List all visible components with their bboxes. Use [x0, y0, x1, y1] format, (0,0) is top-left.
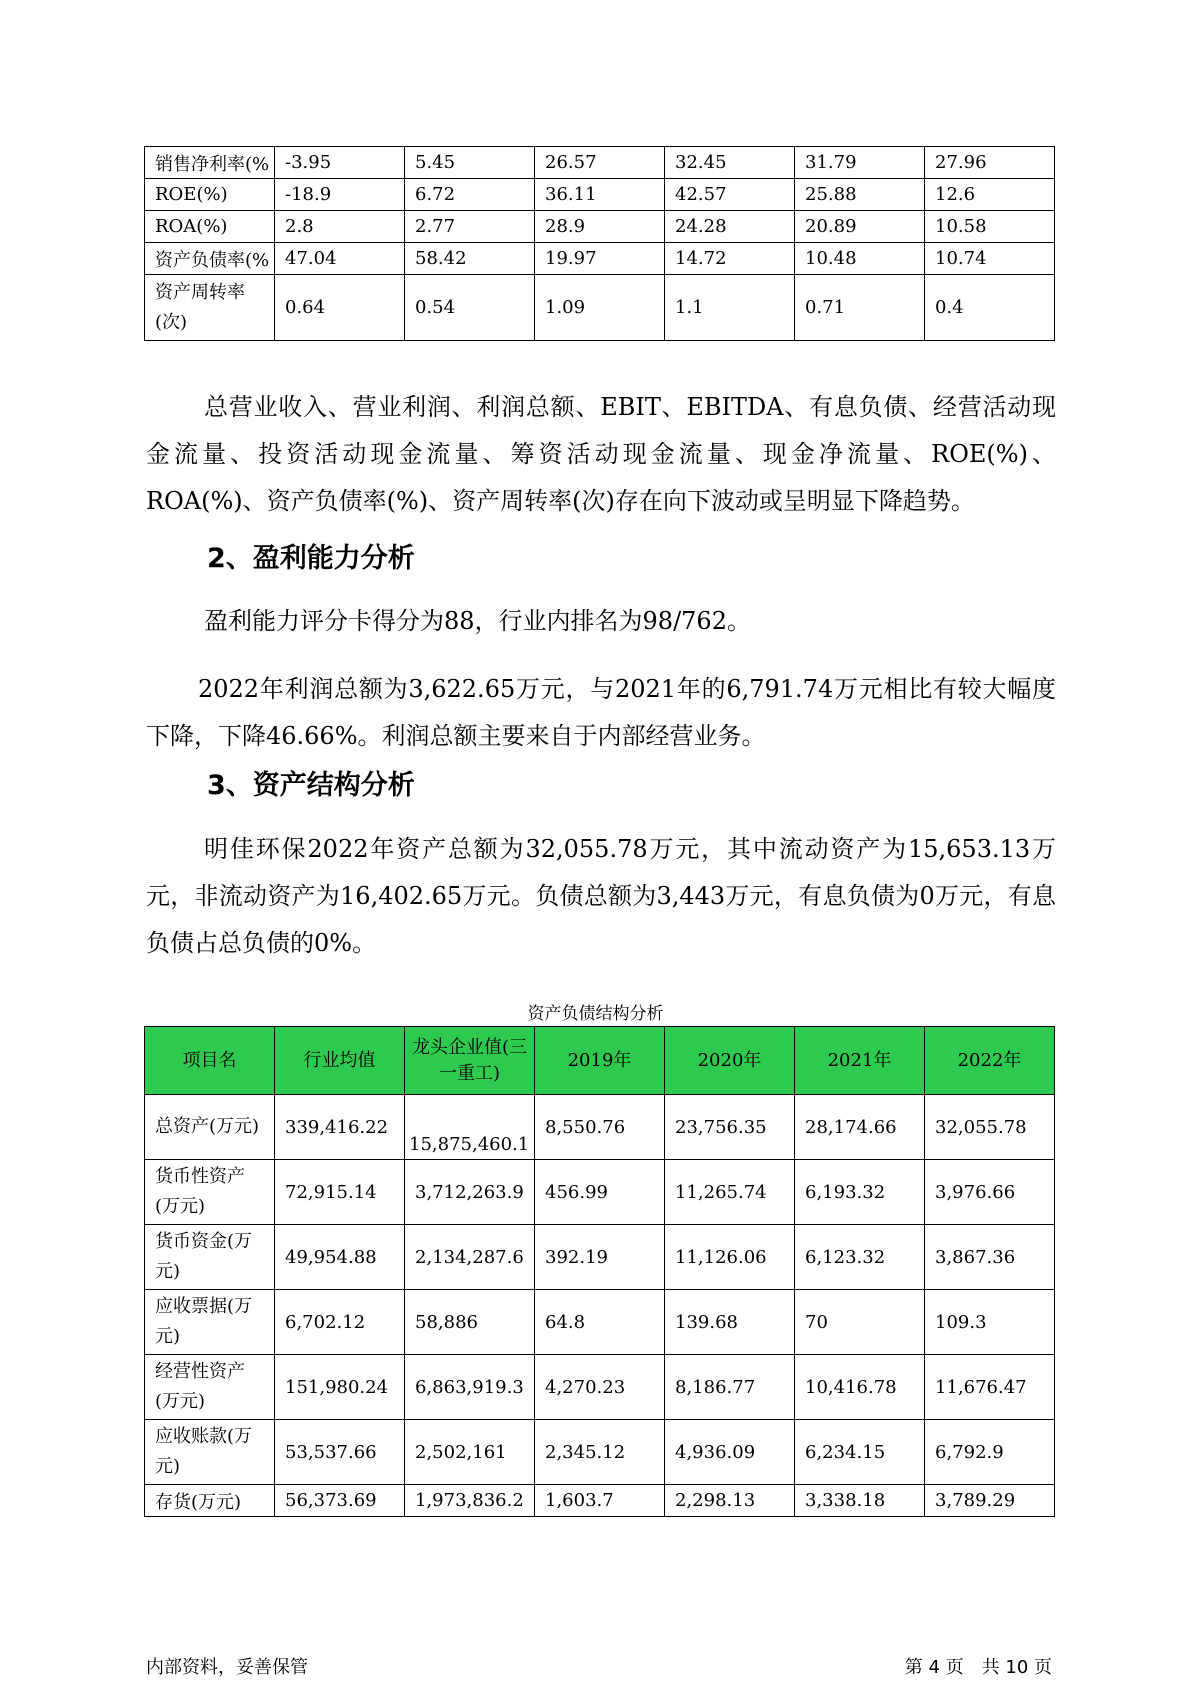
row-label: 销售净利率(%	[145, 147, 275, 179]
cell: 24.28	[665, 211, 795, 243]
cell: 31.79	[795, 147, 925, 179]
cell: 58,886	[405, 1290, 535, 1355]
row-label: 应收票据(万元)	[145, 1290, 275, 1355]
cell: 4,936.09	[665, 1420, 795, 1485]
cell: 0.4	[925, 275, 1055, 341]
row-label: ROA(%)	[145, 211, 275, 243]
cell: 1,973,836.2	[405, 1485, 535, 1517]
cell: 6,234.15	[795, 1420, 925, 1485]
row-label: 货币资金(万元)	[145, 1225, 275, 1290]
cell: 0.64	[275, 275, 405, 341]
cell: 53,537.66	[275, 1420, 405, 1485]
cell: 72,915.14	[275, 1160, 405, 1225]
cell: 10.58	[925, 211, 1055, 243]
cell: 27.96	[925, 147, 1055, 179]
cell: 6,193.32	[795, 1160, 925, 1225]
cell: 139.68	[665, 1290, 795, 1355]
table-row	[145, 147, 1055, 179]
row-label: 资产负债率(%	[145, 243, 275, 275]
table-row	[145, 1160, 1055, 1225]
cell: 392.19	[535, 1225, 665, 1290]
cell: 49,954.88	[275, 1225, 405, 1290]
column-header: 2019年	[535, 1027, 665, 1095]
cell: 8,550.76	[535, 1095, 665, 1160]
cell: 151,980.24	[275, 1355, 405, 1420]
asset-total-paragraph: 明佳环保2022年资产总额为32,055.78万元，其中流动资产为15,653.13万元，非流动资产为16,402.65万元。负债总额为3,443万元，有息负债为0万元，有息负债占总负债的0%。	[146, 835, 1056, 957]
table-row	[145, 243, 1055, 275]
table-row	[145, 179, 1055, 211]
column-header: 2022年	[925, 1027, 1055, 1095]
cell: 4,270.23	[535, 1355, 665, 1420]
row-label: 货币性资产(万元)	[145, 1160, 275, 1225]
cell: 3,789.29	[925, 1485, 1055, 1517]
financial-ratios-table	[144, 146, 1055, 341]
cell: 19.97	[535, 243, 665, 275]
table-row	[145, 275, 1055, 341]
section-heading-profitability: 2、盈利能力分析	[207, 543, 415, 574]
cell: 12.6	[925, 179, 1055, 211]
trend-paragraph: 总营业收入、营业利润、利润总额、EBIT、EBITDA、有息负债、经营活动现金流量、投资活动现金流量、筹资活动现金流量、现金净流量、ROE(%)、ROA(%)、资产负债率(%)、资产周转率(次)存在向下波动或呈明显下降趋势。	[146, 393, 1056, 515]
cell: 11,265.74	[665, 1160, 795, 1225]
cell: 32.45	[665, 147, 795, 179]
cell: 456.99	[535, 1160, 665, 1225]
cell: 15,875,460.1	[405, 1095, 535, 1160]
cell: 2,298.13	[665, 1485, 795, 1517]
table-caption: 资产负债结构分析	[527, 1004, 664, 1024]
cell: 10.48	[795, 243, 925, 275]
table-row	[145, 211, 1055, 243]
cell: 25.88	[795, 179, 925, 211]
table-header-row	[145, 1027, 1055, 1095]
table-row	[145, 1485, 1055, 1517]
cell: 1,603.7	[535, 1485, 665, 1517]
table-row	[145, 1225, 1055, 1290]
cell: 70	[795, 1290, 925, 1355]
profit-total-paragraph: 2022年利润总额为3,622.65万元，与2021年的6,791.74万元相比有较大幅度下降，下降46.66%。利润总额主要来自于内部经营业务。	[146, 675, 1056, 750]
cell: 6,702.12	[275, 1290, 405, 1355]
cell: 36.11	[535, 179, 665, 211]
cell: 0.54	[405, 275, 535, 341]
column-header: 2021年	[795, 1027, 925, 1095]
cell: 28.9	[535, 211, 665, 243]
row-label: 经营性资产(万元)	[145, 1355, 275, 1420]
row-label: 总资产(万元)	[145, 1095, 275, 1160]
cell: 3,712,263.9	[405, 1160, 535, 1225]
table-row	[145, 1095, 1055, 1160]
cell: -18.9	[275, 179, 405, 211]
column-header: 2020年	[665, 1027, 795, 1095]
cell: 3,976.66	[925, 1160, 1055, 1225]
cell: 56,373.69	[275, 1485, 405, 1517]
cell: 2.77	[405, 211, 535, 243]
cell: 3,338.18	[795, 1485, 925, 1517]
cell: 1.09	[535, 275, 665, 341]
column-header: 行业均值	[275, 1027, 405, 1095]
cell: 2.8	[275, 211, 405, 243]
cell: 109.3	[925, 1290, 1055, 1355]
cell: 14.72	[665, 243, 795, 275]
cell: 8,186.77	[665, 1355, 795, 1420]
cell: 5.45	[405, 147, 535, 179]
table-row	[145, 1420, 1055, 1485]
section-heading-asset-structure: 3、资产结构分析	[207, 770, 415, 801]
cell: 10,416.78	[795, 1355, 925, 1420]
cell: 10.74	[925, 243, 1055, 275]
footer-page-number: 第 4 页 共 10 页	[904, 1657, 1052, 1678]
table-row	[145, 1355, 1055, 1420]
row-label: 存货(万元)	[145, 1485, 275, 1517]
cell: 1.1	[665, 275, 795, 341]
cell: 0.71	[795, 275, 925, 341]
cell: 6,863,919.3	[405, 1355, 535, 1420]
cell: 339,416.22	[275, 1095, 405, 1160]
cell: -3.95	[275, 147, 405, 179]
footer-confidential-note: 内部资料，妥善保管	[146, 1657, 308, 1678]
cell: 6,792.9	[925, 1420, 1055, 1485]
cell: 23,756.35	[665, 1095, 795, 1160]
row-label: 资产周转率(次)	[145, 275, 275, 341]
cell: 11,676.47	[925, 1355, 1055, 1420]
row-label: 应收账款(万元)	[145, 1420, 275, 1485]
cell: 58.42	[405, 243, 535, 275]
cell: 6.72	[405, 179, 535, 211]
cell: 2,345.12	[535, 1420, 665, 1485]
cell: 42.57	[665, 179, 795, 211]
cell: 2,134,287.6	[405, 1225, 535, 1290]
cell: 20.89	[795, 211, 925, 243]
cell: 11,126.06	[665, 1225, 795, 1290]
balance-structure-table	[144, 1026, 1055, 1517]
cell: 2,502,161	[405, 1420, 535, 1485]
cell: 32,055.78	[925, 1095, 1055, 1160]
cell: 26.57	[535, 147, 665, 179]
cell: 6,123.32	[795, 1225, 925, 1290]
cell: 28,174.66	[795, 1095, 925, 1160]
column-header: 龙头企业值(三一重工)	[405, 1027, 535, 1095]
profit-score-paragraph: 盈利能力评分卡得分为88，行业内排名为98/762。	[204, 607, 751, 635]
cell: 47.04	[275, 243, 405, 275]
row-label: ROE(%)	[145, 179, 275, 211]
table-row	[145, 1290, 1055, 1355]
cell: 64.8	[535, 1290, 665, 1355]
column-header: 项目名	[145, 1027, 275, 1095]
cell: 3,867.36	[925, 1225, 1055, 1290]
